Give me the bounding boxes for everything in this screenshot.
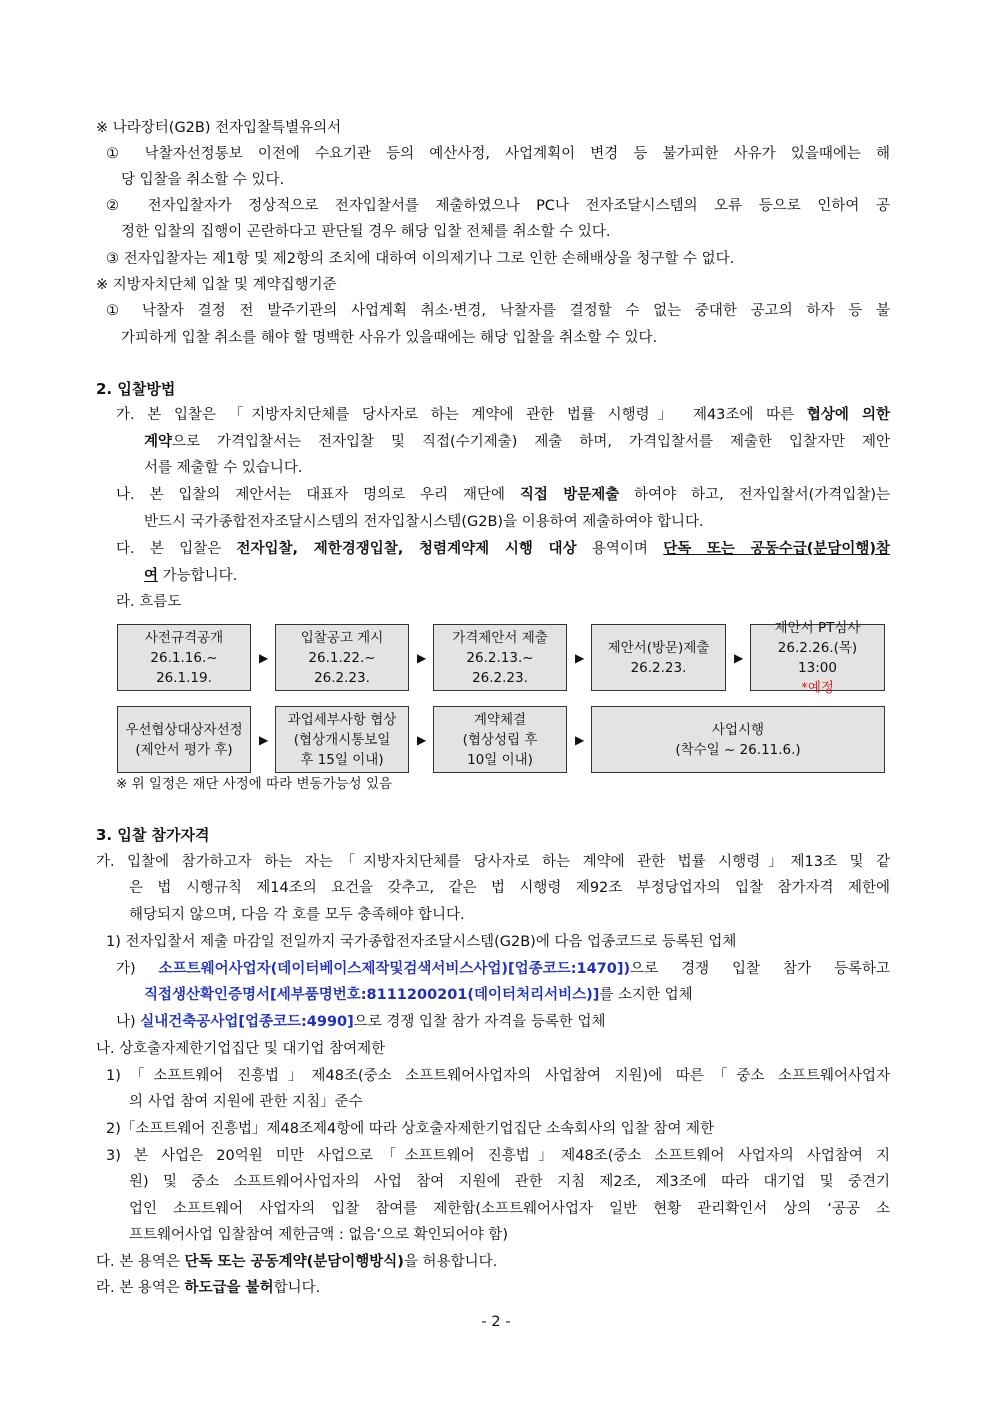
flow-box-execution: 사업시행 (착수일 ~ 26.11.6.) [591, 706, 885, 773]
s2-da-line1: 다. 본 입찰은 전자입찰, 제한경쟁입찰, 청렴계약제 시행 대상 용역이며 단독 또는 공동수급(분담이행)참 [116, 541, 890, 557]
flow-schedule-note: ※ 위 일정은 재단 사정에 따라 변동가능성 있음 [116, 776, 393, 792]
flow-box-bid-notice: 입찰공고 게시 26.1.22.~ 26.2.23. [275, 624, 409, 691]
s3-ga-line1: 가. 입찰에 참가하고자 하는 자는「지방자치단체를 당사자로 하는 계약에 관한 법률 시행령」제13조 및 같 [96, 854, 890, 870]
g2b-notes-title: ※ 나라장터(G2B) 전자입찰특별유의서 [96, 120, 342, 136]
s3-na-1-line1: 1)「소프트웨어 진흥법」제48조(중소 소프트웨어사업자의 사업참여 지원)에 따른「중소 소프트웨어사업자 [106, 1068, 890, 1084]
section3-title: 3. 입찰 참가자격 [96, 826, 210, 844]
g2b-note-2-line2: 정한 입찰의 집행이 곤란하다고 판단될 경우 해당 입찰 전체를 취소할 수 있다. [121, 224, 611, 240]
flow-arrow: ▶ [734, 651, 744, 665]
local-note-1-line1: ① 낙찰자 결정 전 발주기관의 사업계획 취소·변경, 낙찰자를 결정할 수 없는 중대한 공고의 하자 등 불 [106, 303, 890, 319]
s3-ga-1-na: 나) 실내건축공사업[업종코드:4990]으로 경쟁 입찰 참가 자격을 등록한 업체 [116, 1014, 606, 1030]
s3-na-3-line4: 프트웨어사업 입찰참여 제한금액 : 없음’으로 확인되어야 함) [129, 1227, 508, 1243]
flow-box-preferred-bidder: 우선협상대상자선정 (제안서 평가 후) [117, 706, 251, 773]
s3-ga-line2: 은 법 시행규칙 제14조의 요건을 갖추고, 같은 법 시행령 제92조 부정당업자의 입찰 참가자격 제한에 [129, 880, 890, 896]
s3-ga-1-ga-line1: 가) 소프트웨어사업자(데이터베이스제작및검색서비스사업)[업종코드:1470])으로 경쟁 입찰 참가 등록하고 [116, 961, 890, 977]
flow-box-pt-review: 제안서 PT심사 26.2.26.(목) 13:00 *예정 [750, 624, 885, 691]
s2-ga-line2: 계약으로 가격입찰서는 전자입찰 및 직접(수기제출) 제출 하며, 가격입찰서를 제출한 입찰자만 제안 [144, 434, 890, 450]
s3-ga-1: 1) 전자입찰서 제출 마감일 전일까지 국가종합전자조달시스템(G2B)에 다음 업종코드로 등록된 업체 [106, 934, 737, 950]
local-note-1-line2: 가피하게 입찰 취소를 해야 할 명백한 사유가 있을때에는 해당 입찰을 취소할 수 있다. [121, 330, 658, 346]
s2-na-line2: 반드시 국가종합전자조달시스템의 전자입찰시스템(G2B)을 이용하여 제출하여야 합니다. [144, 514, 704, 530]
g2b-note-3: ③ 전자입찰자는 제1항 및 제2항의 조치에 대하여 이의제기나 그로 인한 손해배상을 청구할 수 없다. [106, 251, 735, 267]
s3-na-3-line3: 업인 소프트웨어 사업자의 입찰 참여를 제한함(소프트웨어사업자 일반 현황 관리확인서 상의 ‘공공 소 [129, 1201, 890, 1217]
s2-ra-flowchart-label: 라. 흐름도 [116, 594, 182, 610]
flow-box-proposal-submit: 제안서(방문)제출 26.2.23. [591, 624, 726, 691]
flow-arrow: ▶ [575, 733, 585, 747]
s3-da: 다. 본 용역은 단독 또는 공동계약(분담이행방식)을 허용합니다. [96, 1254, 498, 1270]
s3-ga-line3: 해당되지 않으며, 다음 각 호를 모두 충족해야 합니다. [129, 907, 465, 923]
tentative-note: *예정 [801, 679, 834, 696]
local-notes-title: ※ 지방자치단체 입찰 및 계약집행기준 [96, 277, 337, 293]
g2b-note-1-line1: ① 낙찰자선정통보 이전에 수요기관 등의 예산사정, 사업계획이 변경 등 불가피한 사유가 있을때에는 해 [106, 146, 890, 162]
flow-box-contract: 계약체결 (협상성립 후 10일 이내) [433, 706, 567, 773]
flow-arrow: ▶ [575, 651, 585, 665]
s3-na: 나. 상호출자제한기업집단 및 대기업 참여제한 [96, 1041, 386, 1057]
s2-na-line1: 나. 본 입찰의 제안서는 대표자 명의로 우리 재단에 직접 방문제출 하여야 하고, 전자입찰서(가격입찰)는 [116, 487, 890, 503]
flow-arrow: ▶ [417, 733, 427, 747]
s2-da-line2: 여 가능합니다. [144, 568, 238, 584]
s3-na-2: 2)「소프트웨어 진흥법」제48조제4항에 따라 상호출자제한기업집단 소속회사의 입찰 참여 제한 [106, 1121, 715, 1137]
s3-na-1-line2: 의 사업 참여 지원에 관한 지침」준수 [129, 1094, 363, 1110]
g2b-note-2-line1: ② 전자입찰자가 정상적으로 전자입찰서를 제출하였으나 PC나 전자조달시스템의 오류 등으로 인하여 공 [106, 198, 890, 214]
flow-box-negotiation: 과업세부사항 협상 (협상개시통보일 후 15일 이내) [275, 706, 409, 773]
g2b-note-1-line2: 당 입찰을 취소할 수 있다. [121, 172, 285, 188]
s3-na-3-line2: 원) 및 중소 소프트웨어사업자의 사업 참여 지원에 관한 지침 제2조, 제3조에 따라 대기업 및 중견기 [129, 1174, 890, 1190]
flow-box-price-proposal: 가격제안서 제출 26.2.13.~ 26.2.23. [433, 624, 567, 691]
section2-title: 2. 입찰방법 [96, 380, 176, 398]
page-number: - 2 - [481, 1314, 511, 1330]
s2-ga-line1: 가. 본 입찰은 「지방자치단체를 당사자로 하는 계약에 관한 법률 시행령」 제43조에 따른 협상에 의한 [116, 407, 890, 423]
s3-ga-1-ga-line2: 직접생산확인증명서[세부품명번호:8111200201(데이터처리서비스)]를 소지한 업체 [144, 987, 693, 1003]
flow-arrow: ▶ [259, 733, 269, 747]
flow-arrow: ▶ [259, 651, 269, 665]
s3-ra: 라. 본 용역은 하도급을 불허합니다. [96, 1280, 321, 1296]
s3-na-3-line1: 3) 본 사업은 20억원 미만 사업으로「소프트웨어 진흥법」제48조(중소 소프트웨어 사업자의 사업참여 지 [106, 1148, 890, 1164]
s2-ga-line3: 서를 제출할 수 있습니다. [144, 460, 303, 476]
flow-arrow: ▶ [417, 651, 427, 665]
flow-box-pre-spec: 사전규격공개 26.1.16.~ 26.1.19. [117, 624, 251, 691]
